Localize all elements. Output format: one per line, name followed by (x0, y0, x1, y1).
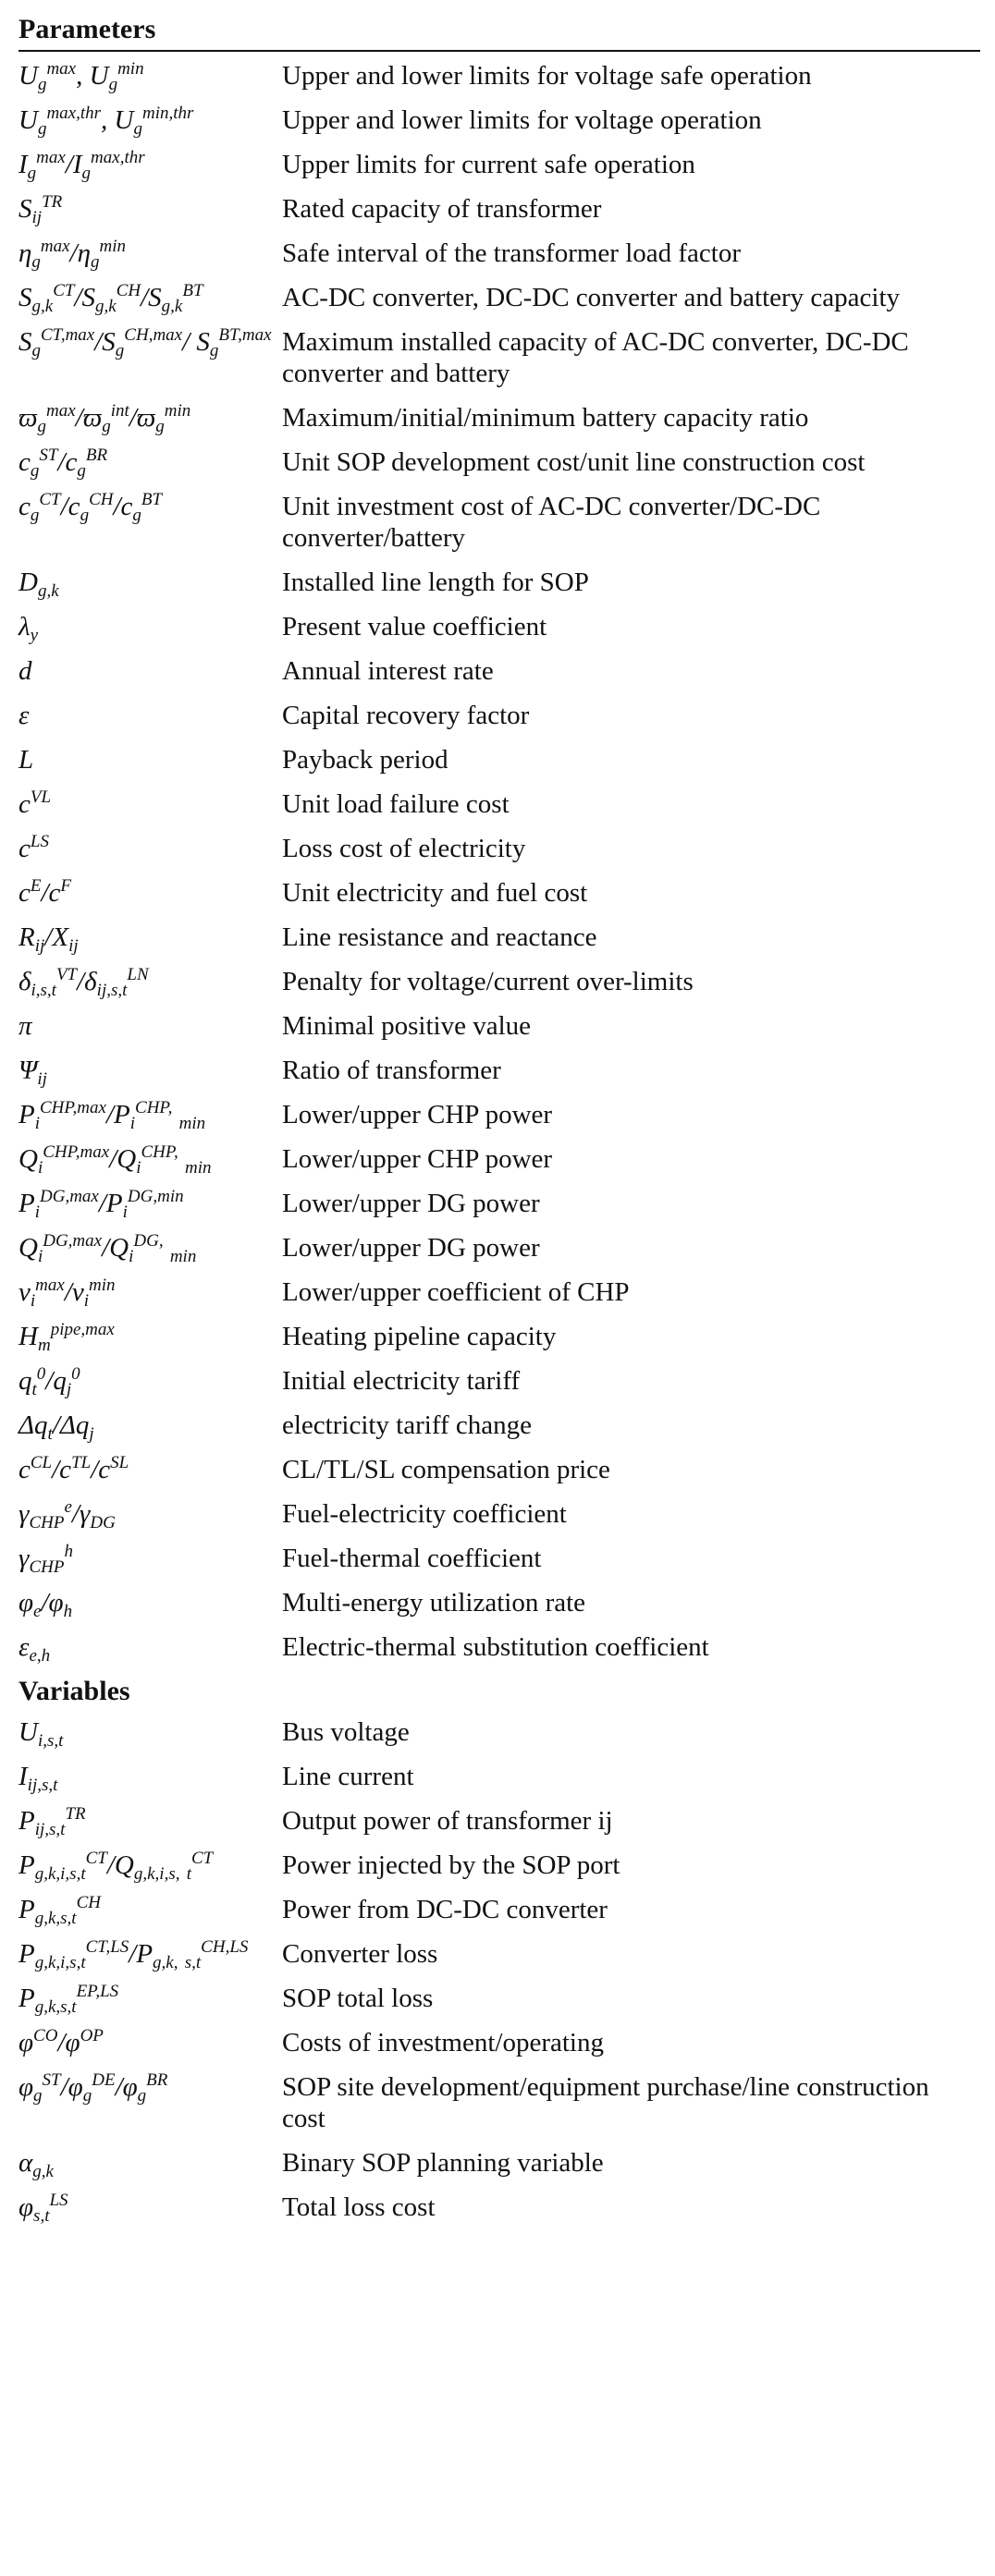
parameter-row (18, 1492, 980, 1536)
variable-symbol: $P_{g,k,s,t}^{EP,LS}$ (18, 1982, 119, 2017)
parameter-row (18, 1581, 980, 1625)
variable-description: Output power of transformer ij (282, 1806, 613, 1836)
parameter-description: Fuel-electricity coefficient (282, 1499, 567, 1529)
parameter-row (18, 693, 980, 738)
parameter-row (18, 782, 980, 826)
variable-description: SOP total loss (282, 1984, 434, 2013)
parameter-row (18, 142, 980, 187)
variable-row (18, 1799, 980, 1843)
parameter-description: AC-DC converter, DC-DC converter and battery capacity (282, 283, 901, 312)
variable-description: Binary SOP planning variable (282, 2148, 604, 2178)
parameter-row (18, 320, 980, 396)
parameter-symbol: $\eta_g^{max}/\eta_g^{min}$ (18, 237, 126, 272)
parameter-symbol: d (18, 656, 32, 686)
parameter-description: Lower/upper CHP power (282, 1100, 553, 1129)
parameter-row (18, 826, 980, 871)
parameter-description: electricity tariff change (282, 1410, 532, 1440)
parameter-symbol: $c_g^{CT}/c_g^{CH}/c_g^{BT}$ (18, 490, 163, 525)
variable-symbol: $I_{ij,s,t}$ (18, 1762, 58, 1795)
parameter-description: Lower/upper CHP power (282, 1144, 553, 1174)
variable-symbol: $P_{g,k,i,s,t}^{CT}/Q_{g,k,i,s,}$ $_t^{CT}$ (18, 1849, 214, 1884)
parameter-description: Unit investment cost of AC-DC converter/DC-DC converter/battery (282, 492, 821, 553)
parameter-row (18, 649, 980, 693)
parameter-symbol: $Q_i^{DG,max}/Q_i^{DG,}$ $_{min}$ (18, 1231, 197, 1266)
parameter-row (18, 959, 980, 1004)
parameter-row (18, 915, 980, 959)
parameters-heading: Parameters (18, 14, 156, 44)
parameter-symbol: $S_{ij}^{TR}$ (18, 192, 63, 227)
parameter-row (18, 1625, 980, 1669)
variable-symbol: $\varphi_g^{ST}/\varphi_g^{DE}/\varphi_g^{BR}$ (18, 2070, 168, 2106)
parameter-symbol: $H_m^{pipe,max}$ (18, 1320, 115, 1355)
parameter-description: Electric-thermal substitution coefficient (282, 1632, 709, 1662)
variables-heading: Variables (18, 1676, 130, 1706)
parameter-symbol: $S_g^{CT,max}/S_g^{CH,max}/$ $S_g^{BT,max}$ (18, 325, 272, 360)
variable-description: Total loss cost (282, 2192, 436, 2222)
parameter-row (18, 1403, 980, 1447)
parameter-description: Maximum/initial/minimum battery capacity ratio (282, 403, 809, 433)
parameter-description: Fuel-thermal coefficient (282, 1544, 542, 1573)
variable-description: Power from DC-DC converter (282, 1895, 608, 1924)
parameter-row (18, 1181, 980, 1226)
parameter-symbol: L (18, 745, 34, 775)
parameter-row (18, 1004, 980, 1048)
parameter-description: Safe interval of the transformer load factor (282, 238, 742, 268)
parameter-symbol: $U_g^{max,thr}$, $U_g^{min,thr}$ (18, 104, 194, 139)
variable-symbol: $P_{g,k,s,t}^{CH}$ (18, 1893, 101, 1928)
parameter-description: Heating pipeline capacity (282, 1322, 557, 1351)
parameter-row (18, 440, 980, 484)
parameter-symbol: $\varepsilon_{e,h}$ (18, 1632, 51, 1666)
parameter-description: Upper limits for current safe operation (282, 150, 695, 179)
parameter-description: Lower/upper DG power (282, 1189, 540, 1218)
parameter-symbol: π (18, 1011, 32, 1041)
parameter-symbol: $\Delta q_t/\Delta q_j$ (18, 1410, 94, 1444)
parameter-row (18, 1314, 980, 1359)
parameter-description: Upper and lower limits for voltage operation (282, 105, 762, 135)
parameter-row (18, 396, 980, 440)
parameter-row (18, 98, 980, 142)
variable-symbol: $\alpha_{g,k}$ (18, 2148, 54, 2181)
parameter-description: Lower/upper coefficient of CHP (282, 1277, 630, 1307)
parameter-symbol: $Q_i^{CHP,max}/Q_i^{CHP,}$ $_{min}$ (18, 1142, 212, 1178)
parameter-description: Unit SOP development cost/unit line construction cost (282, 447, 866, 477)
parameter-description: Loss cost of electricity (282, 834, 526, 863)
parameter-symbol: $P_i^{CHP,max}/P_i^{CHP,}$ $_{min}$ (18, 1098, 206, 1133)
variable-symbol: $P_{g,k,i,s,t}^{CT,LS}/P_{g,k,}$ $_{s,t}^{CH,LS}$ (18, 1937, 249, 1972)
variable-row (18, 2065, 980, 2141)
variable-description: SOP site development/equipment purchase/line construction cost (282, 2072, 929, 2133)
variable-row (18, 2141, 980, 2185)
variable-row (18, 2185, 980, 2229)
variable-symbol: $P_{ij,s,t}^{TR}$ (18, 1804, 86, 1839)
parameter-row (18, 484, 980, 560)
parameter-row (18, 1093, 980, 1137)
parameter-description: Minimal positive value (282, 1011, 532, 1041)
variable-symbol: $\varphi_{s,t}^{LS}$ (18, 2191, 68, 2226)
parameter-symbol: $ϖ_g^{max}/ϖ_g^{int}/ϖ_g^{min}$ (18, 401, 191, 436)
parameter-row (18, 275, 980, 320)
variable-description: Power injected by the SOP port (282, 1850, 620, 1880)
parameter-description: Annual interest rate (282, 656, 494, 686)
parameters-list (18, 54, 980, 1669)
variable-row (18, 1843, 980, 1887)
parameter-row (18, 231, 980, 275)
parameter-row (18, 871, 980, 915)
parameter-symbol: $P_i^{DG,max}/P_i^{DG,min}$ (18, 1187, 184, 1222)
parameter-symbol: $I_g^{max}/I_g^{max,thr}$ (18, 148, 145, 183)
parameter-description: Ratio of transformer (282, 1056, 501, 1085)
nomenclature-table (18, 11, 980, 2229)
parameter-row (18, 1137, 980, 1181)
variable-row (18, 1754, 980, 1799)
parameter-symbol: $\delta_{i,s,t}^{VT}/\delta_{ij,s,t}^{LN}$ (18, 965, 149, 1000)
parameter-description: Payback period (282, 745, 448, 775)
parameter-symbol: $c^{CL}/c^{TL}/c^{SL}$ (18, 1453, 129, 1484)
parameter-description: Installed line length for SOP (282, 568, 589, 597)
parameter-description: Multi-energy utilization rate (282, 1588, 586, 1618)
variable-row (18, 2021, 980, 2065)
parameter-description: Line resistance and reactance (282, 922, 597, 952)
variable-row (18, 1887, 980, 1932)
parameter-symbol: $D_{g,k}$ (18, 568, 59, 601)
variable-row (18, 1710, 980, 1754)
parameter-symbol: $c^{VL}$ (18, 787, 52, 819)
parameter-row (18, 1048, 980, 1093)
parameter-symbol: $\Psi_{ij}$ (18, 1056, 47, 1089)
parameter-symbol: $S_{g,k}^{CT}/S_{g,k}^{CH}/S_{g,k}^{BT}$ (18, 281, 203, 316)
variable-description: Costs of investment/operating (282, 2028, 604, 2057)
parameter-row (18, 738, 980, 782)
parameter-row (18, 560, 980, 604)
header-rule (18, 50, 980, 52)
parameter-description: Maximum installed capacity of AC-DC converter, DC-DC converter and battery (282, 327, 909, 388)
variable-symbol: $U_{i,s,t}$ (18, 1717, 64, 1751)
parameter-symbol: $v_i^{max}/v_i^{min}$ (18, 1276, 116, 1311)
variable-symbol: $\varphi^{CO}/\varphi^{OP}$ (18, 2026, 104, 2057)
variable-description: Bus voltage (282, 1717, 410, 1747)
parameter-symbol: $\varphi_e/\varphi_h$ (18, 1588, 73, 1621)
parameter-description: Penalty for voltage/current over-limits (282, 967, 694, 996)
parameter-row (18, 54, 980, 98)
variable-description: Converter loss (282, 1939, 438, 1969)
parameter-symbol: $U_g^{max}$, $U_g^{min}$ (18, 59, 144, 94)
parameter-description: Present value coefficient (282, 612, 547, 641)
parameter-description: Initial electricity tariff (282, 1366, 521, 1396)
variable-row (18, 1976, 980, 2021)
parameter-symbol: $c^E/c^F$ (18, 876, 72, 908)
parameter-row (18, 187, 980, 231)
variable-description: Line current (282, 1762, 414, 1791)
parameter-row (18, 1270, 980, 1314)
parameter-description: Unit electricity and fuel cost (282, 878, 588, 908)
parameter-symbol: $c_g^{ST}/c_g^{BR}$ (18, 446, 108, 481)
parameter-symbol: $\gamma_{CHP}^e/\gamma_{DG}$ (18, 1497, 116, 1532)
parameter-description: Rated capacity of transformer (282, 194, 602, 224)
parameter-symbol: $R_{ij}/X_{ij}$ (18, 922, 79, 956)
parameter-description: Capital recovery factor (282, 701, 530, 730)
parameter-symbol: $c^{LS}$ (18, 832, 49, 863)
parameter-symbol: ε (18, 701, 30, 730)
parameter-description: Upper and lower limits for voltage safe operation (282, 61, 812, 91)
parameter-description: CL/TL/SL compensation price (282, 1455, 610, 1484)
variables-list (18, 1710, 980, 2229)
variable-row (18, 1932, 980, 1976)
parameter-row (18, 1536, 980, 1581)
parameter-row (18, 1226, 980, 1270)
parameter-symbol: $\gamma_{CHP}^h$ (18, 1542, 73, 1577)
parameter-description: Lower/upper DG power (282, 1233, 540, 1263)
parameter-description: Unit load failure cost (282, 789, 510, 819)
parameter-symbol: $\lambda_y$ (18, 612, 38, 645)
parameter-row (18, 1447, 980, 1492)
parameter-symbol: $q_t^0/q_j^0$ (18, 1364, 80, 1399)
parameter-row (18, 1359, 980, 1403)
parameter-row (18, 604, 980, 649)
